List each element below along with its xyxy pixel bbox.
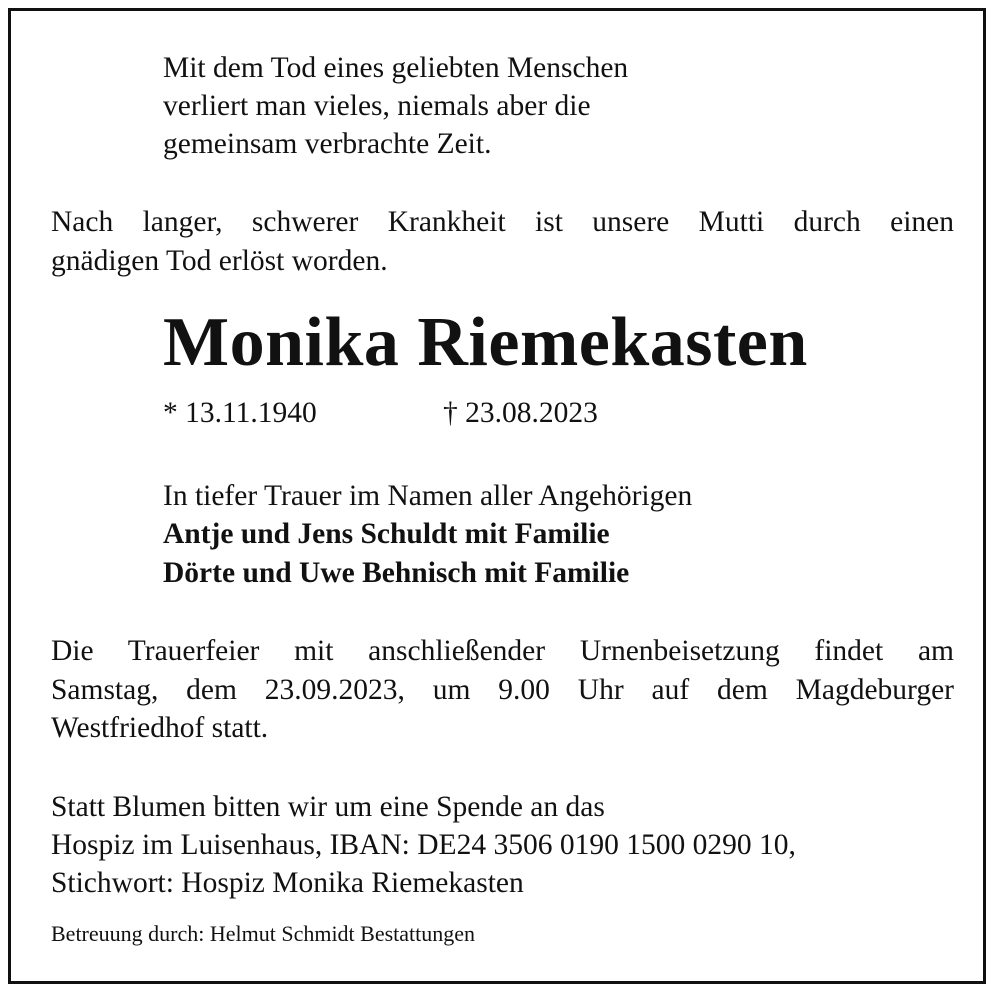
intro-line-1: Nach langer, schwerer Krankheit ist unsere Mutti durch einen <box>51 206 954 238</box>
family-line-2: Dörte und Uwe Behnisch mit Familie <box>163 557 630 589</box>
death-date: † 23.08.2023 <box>443 397 598 429</box>
ceremony-line-2: Samstag, dem 23.09.2023, um 9.00 Uhr auf dem Magdeburger <box>51 674 954 706</box>
ceremony-line-1: Die Trauerfeier mit anschließender Urnenbeisetzung findet am <box>51 635 954 667</box>
quote-line-2: verliert man vieles, niemals aber die <box>163 90 591 122</box>
funeral-home-credit: Betreuung durch: Helmut Schmidt Bestattungen <box>51 921 476 946</box>
intro-line-2: gnädigen Tod erlöst worden. <box>51 245 388 277</box>
donation-line-3: Stichwort: Hospiz Monika Riemekasten <box>51 867 524 899</box>
birth-date: * 13.11.1940 <box>163 397 317 429</box>
quote-line-1: Mit dem Tod eines geliebten Menschen <box>163 52 629 84</box>
donation-line-1: Statt Blumen bitten wir um eine Spende an das <box>51 791 605 823</box>
ceremony-line-3: Westfriedhof statt. <box>51 712 269 744</box>
quote-line-3: gemeinsam verbrachte Zeit. <box>163 128 492 160</box>
mourners-intro: In tiefer Trauer im Namen aller Angehörigen <box>163 480 693 512</box>
deceased-name: Monika Riemekasten <box>163 304 808 381</box>
donation-line-2: Hospiz im Luisenhaus, IBAN: DE24 3506 0190 1500 0290 10, <box>51 829 796 861</box>
family-line-1: Antje und Jens Schuldt mit Familie <box>163 518 610 550</box>
obituary-notice <box>8 8 986 984</box>
